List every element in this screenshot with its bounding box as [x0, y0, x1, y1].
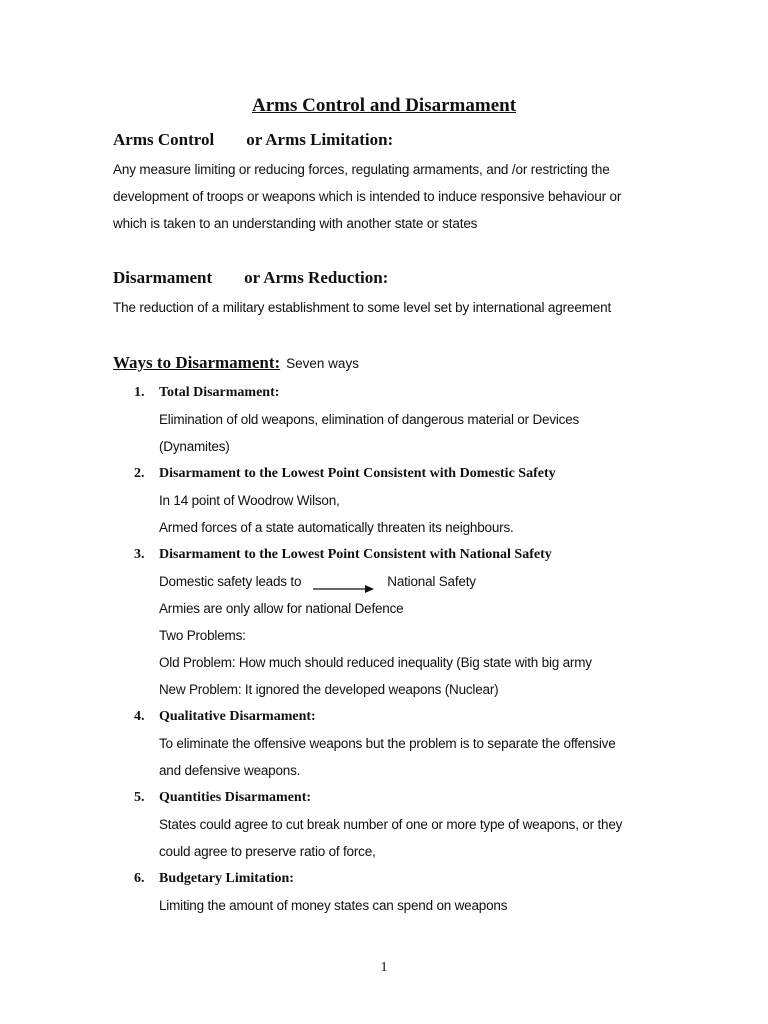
list-item-text: States could agree to cut break number of one or more type of weapons, or they — [159, 817, 623, 832]
disarmament-heading-alt: or Arms Reduction: — [244, 268, 389, 287]
list-item-title: Qualitative Disarmament: — [159, 709, 316, 724]
arms-control-definition — [113, 156, 653, 237]
list-item-number: 5. — [134, 790, 145, 805]
list-item-text: and defensive weapons. — [159, 763, 301, 778]
document-title: Arms Control and Disarmament — [251, 95, 517, 116]
arms-control-heading-term: Arms Control — [113, 130, 215, 149]
ways-heading — [113, 351, 359, 376]
arms-control-line-2: development of troops or weapons which is intended to induce responsive behaviour or — [113, 189, 622, 204]
list-item-text: New Problem: It ignored the developed weapons (Nuclear) — [159, 682, 499, 697]
list-item — [0, 541, 768, 703]
list-item-number: 2. — [134, 466, 145, 481]
list-item-text: In 14 point of Woodrow Wilson, — [159, 493, 340, 508]
ways-list — [0, 379, 768, 919]
list-item-text: Limiting the amount of money states can spend on weapons — [159, 898, 508, 913]
list-item-number: 6. — [134, 871, 145, 886]
page-number: 1 — [380, 960, 388, 975]
list-item-text: Old Problem: How much should reduced inequality (Big state with big army — [159, 655, 592, 670]
arms-control-line-1: Any measure limiting or reducing forces, regulating armaments, and /or restricting the — [113, 162, 610, 177]
arms-control-heading — [113, 129, 393, 151]
list-item — [0, 865, 768, 919]
disarmament-heading-term: Disarmament — [113, 268, 213, 287]
list-item-number: 3. — [134, 547, 145, 562]
arms-control-heading-alt: or Arms Limitation: — [246, 130, 394, 149]
list-item-number: 4. — [134, 709, 145, 724]
list-item — [0, 784, 768, 865]
list-item-title: Quantities Disarmament: — [159, 790, 312, 805]
disarmament-line-1: The reduction of a military establishment to some level set by international agreement — [113, 300, 612, 315]
disarmament-heading — [113, 267, 388, 289]
arrow-statement — [159, 568, 476, 595]
list-item-text: (Dynamites) — [159, 439, 230, 454]
list-item — [0, 703, 768, 784]
list-item-title: Budgetary Limitation: — [159, 871, 294, 886]
list-item-number: 1. — [134, 385, 145, 400]
list-item-text: could agree to preserve ratio of force, — [159, 844, 376, 859]
arrow-statement-to: National Safety — [387, 574, 476, 589]
ways-heading-label: Ways to Disarmament: — [113, 353, 281, 372]
list-item-text: To eliminate the offensive weapons but the problem is to separate the offensive — [159, 736, 616, 751]
list-item — [0, 379, 768, 460]
list-item-title: Disarmament to the Lowest Point Consistent with National Safety — [159, 547, 552, 562]
list-item-text: Armed forces of a state automatically threaten its neighbours. — [159, 520, 514, 535]
ways-heading-subtitle: Seven ways — [286, 356, 359, 371]
right-arrow-icon — [313, 576, 375, 588]
list-item-text: Two Problems: — [159, 628, 246, 643]
list-item-text: Armies are only allow for national Defence — [159, 601, 404, 616]
list-item — [0, 460, 768, 541]
disarmament-definition — [113, 294, 653, 321]
list-item-text: Elimination of old weapons, elimination of dangerous material or Devices — [159, 412, 580, 427]
list-item-title: Disarmament to the Lowest Point Consistent with Domestic Safety — [159, 466, 556, 481]
list-item-title: Total Disarmament: — [159, 385, 280, 400]
arms-control-line-3: which is taken to an understanding with another state or states — [113, 216, 478, 231]
arrow-statement-from: Domestic safety leads to — [159, 574, 302, 589]
